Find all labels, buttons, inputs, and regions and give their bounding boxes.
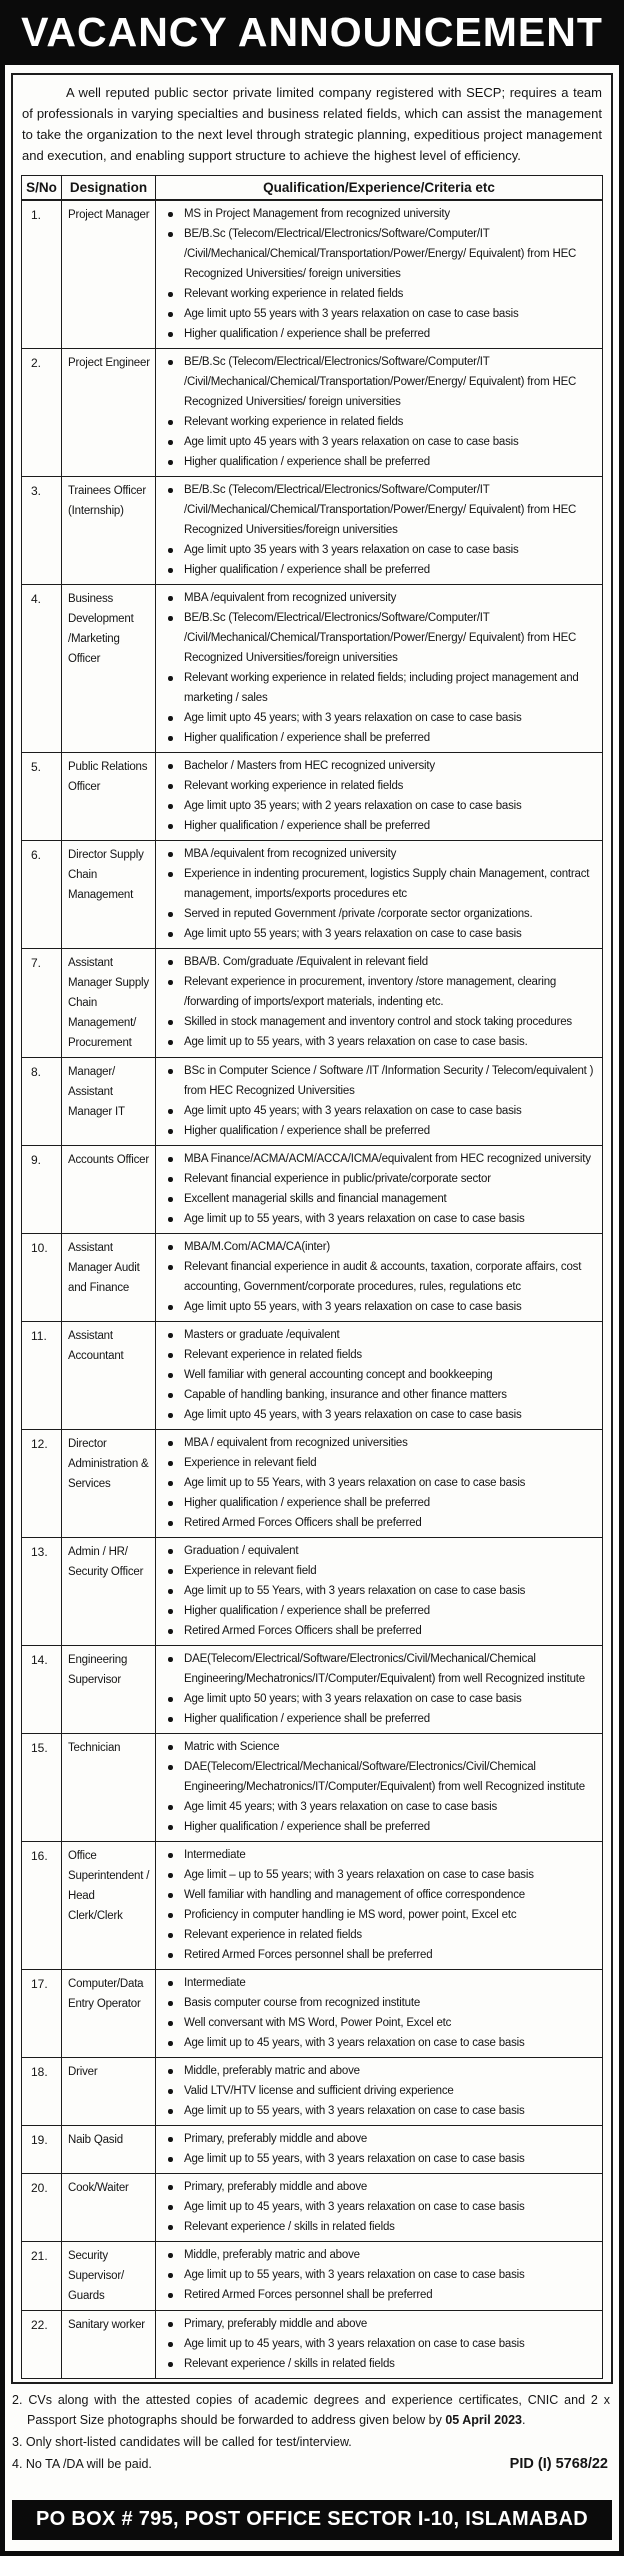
criteria-cell (156, 2242, 603, 2311)
designation-cell: Project Engineer (62, 349, 156, 477)
designation-cell: Director Administration & Services (62, 1430, 156, 1538)
criteria-item: DAE(Telecom/Electrical/Software/Electronics/Civil/Mechanical/Chemical Engineering/Mechatronics/IT/Computer/Equivalent) from well Recognized institute (156, 1649, 599, 1689)
criteria-cell (156, 1430, 603, 1538)
designation-cell: Technician (62, 1734, 156, 1842)
criteria-list (156, 1649, 599, 1729)
sno-cell: 12. (22, 1430, 62, 1538)
criteria-cell (156, 2311, 603, 2379)
criteria-item: Age limit up to 45 years, with 3 years relaxation on case to case basis (156, 2033, 599, 2053)
table-row (22, 2311, 603, 2379)
designation-cell: Computer/Data Entry Operator (62, 1970, 156, 2058)
criteria-item: Age limit up to 45 years, with 3 years relaxation on case to case basis (156, 2334, 599, 2354)
designation-cell: Public Relations Officer (62, 753, 156, 841)
designation-cell: Assistant Accountant (62, 1322, 156, 1430)
criteria-item: Higher qualification / experience shall be preferred (156, 1601, 599, 1621)
criteria-item: Age limit upto 45 years; with 3 years relaxation on case to case basis (156, 1101, 599, 1121)
criteria-list (156, 480, 599, 580)
criteria-item: Relevant experience / skills in related fields (156, 2217, 599, 2237)
table-row (22, 1646, 603, 1734)
sno-cell: 20. (22, 2174, 62, 2242)
criteria-item: Age limit 45 years; with 3 years relaxation on case to case basis (156, 1797, 599, 1817)
designation-cell: Assistant Manager Audit and Finance (62, 1234, 156, 1322)
designation-cell: Office Superintendent / Head Clerk/Clerk (62, 1842, 156, 1970)
criteria-item: Primary, preferably middle and above (156, 2314, 599, 2334)
criteria-item: Relevant working experience in related fields (156, 412, 599, 432)
intro-paragraph: A well reputed public sector private limited company registered with SECP; requires a team of professionals in varying specialties and business related fields, which can assist the management to take the organization to the next level through strategic planning, expeditious project management and execution, and enabling support structure to achieve the highest level of efficiency. (22, 85, 602, 164)
address-bar (12, 2500, 612, 2540)
table-row (22, 841, 603, 949)
criteria-item: Retired Armed Forces personnel shall be preferred (156, 1945, 599, 1965)
criteria-list (156, 1061, 599, 1141)
criteria-item: Bachelor / Masters from HEC recognized university (156, 756, 599, 776)
table-row (22, 1430, 603, 1538)
designation-cell: Project Manager (62, 200, 156, 349)
criteria-list (156, 1325, 599, 1425)
sno-cell: 2. (22, 349, 62, 477)
criteria-item: Age limit up to 55 Years, with 3 years relaxation on case to case basis (156, 1581, 599, 1601)
criteria-item: Experience in indenting procurement, logistics Supply chain Management, contract management, imports/exports procedures etc (156, 864, 599, 904)
criteria-item: Higher qualification / experience shall be preferred (156, 452, 599, 472)
designation-cell: Security Supervisor/ Guards (62, 2242, 156, 2311)
vacancies-table-header (22, 176, 603, 201)
designation-cell: Manager/ Assistant Manager IT (62, 1058, 156, 1146)
sno-cell: 13. (22, 1538, 62, 1646)
criteria-item: Primary, preferably middle and above (156, 2129, 599, 2149)
designation-cell: Sanitary worker (62, 2311, 156, 2379)
criteria-item: Age limit up to 55 years, with 3 years relaxation on case to case basis (156, 2265, 599, 2285)
criteria-cell (156, 1970, 603, 2058)
criteria-item: Higher qualification / experience shall be preferred (156, 1817, 599, 1837)
table-row (22, 477, 603, 585)
table-row (22, 349, 603, 477)
header-row (22, 176, 603, 201)
criteria-cell (156, 841, 603, 949)
sno-cell: 16. (22, 1842, 62, 1970)
criteria-item: Age limit upto 45 years, with 3 years relaxation on case to case basis (156, 1405, 599, 1425)
criteria-item: Valid LTV/HTV license and sufficient driving experience (156, 2081, 599, 2101)
criteria-list (156, 844, 599, 944)
sno-cell: 21. (22, 2242, 62, 2311)
criteria-item: Masters or graduate /equivalent (156, 1325, 599, 1345)
content-box (11, 73, 613, 2384)
table-row (22, 949, 603, 1058)
sno-cell: 5. (22, 753, 62, 841)
criteria-cell (156, 200, 603, 349)
criteria-item: Well familiar with general accounting concept and bookkeeping (156, 1365, 599, 1385)
sno-cell: 3. (22, 477, 62, 585)
designation-cell: Director Supply Chain Management (62, 841, 156, 949)
column-header-criteria: Qualification/Experience/Criteria etc (156, 176, 603, 201)
sno-cell: 7. (22, 949, 62, 1058)
designation-cell: Engineering Supervisor (62, 1646, 156, 1734)
column-header-designation: Designation (62, 176, 156, 201)
criteria-item: Relevant financial experience in audit & accounts, taxation, corporate affairs, cost accounting, Government/corporate procedures, rules, regulations etc (156, 1257, 599, 1297)
criteria-cell (156, 1734, 603, 1842)
criteria-item: MBA / equivalent from recognized universities (156, 1433, 599, 1453)
note: 2. CVs along with the attested copies of academic degrees and experience certificates, CNIC and 2 x Passport Size photographs should be forwarded to address given below by 05 April 2023. (12, 2393, 611, 2428)
criteria-list (156, 1845, 599, 1965)
last-note-row (12, 2454, 610, 2474)
table-row (22, 1322, 603, 1430)
criteria-item: Primary, preferably middle and above (156, 2177, 599, 2197)
criteria-item: Age limit upto 45 years with 3 years relaxation on case to case basis (156, 432, 599, 452)
criteria-item: Higher qualification / experience shall be preferred (156, 1493, 599, 1513)
sno-cell: 4. (22, 585, 62, 753)
table-row (22, 1970, 603, 2058)
criteria-list (156, 2129, 599, 2169)
table-row (22, 585, 603, 753)
spacer (5, 2474, 619, 2491)
designation-cell: Accounts Officer (62, 1146, 156, 1234)
criteria-item: MBA Finance/ACMA/ACM/ACCA/ICMA/equivalent from HEC recognized university (156, 1149, 599, 1169)
criteria-item: Retired Armed Forces Officers shall be preferred (156, 1513, 599, 1533)
table-row (22, 2174, 603, 2242)
criteria-item: Graduation / equivalent (156, 1541, 599, 1561)
criteria-list (156, 204, 599, 344)
criteria-cell (156, 2174, 603, 2242)
criteria-list (156, 588, 599, 748)
criteria-cell (156, 1842, 603, 1970)
criteria-item: Capable of handling banking, insurance and other finance matters (156, 1385, 599, 1405)
criteria-item: Excellent managerial skills and financial management (156, 1189, 599, 1209)
criteria-item: Age limit up to 55 years, with 3 years relaxation on case to case basis (156, 2101, 599, 2121)
criteria-item: Age limit up to 55 years, with 3 years relaxation on case to case basis (156, 2149, 599, 2169)
table-row (22, 2126, 603, 2174)
criteria-item: Matric with Science (156, 1737, 599, 1757)
designation-cell: Naib Qasid (62, 2126, 156, 2174)
criteria-cell (156, 1538, 603, 1646)
criteria-cell (156, 1322, 603, 1430)
sno-cell: 22. (22, 2311, 62, 2379)
criteria-item: Experience in relevant field (156, 1561, 599, 1581)
note-number: 2. (12, 2393, 29, 2408)
sno-cell: 10. (22, 1234, 62, 1322)
criteria-list (156, 2061, 599, 2121)
note: 4. No TA /DA will be paid. (12, 2457, 152, 2472)
criteria-item: Experience in relevant field (156, 1453, 599, 1473)
criteria-item: Age limit upto 45 years; with 3 years relaxation on case to case basis (156, 708, 599, 728)
sno-cell: 6. (22, 841, 62, 949)
criteria-item: Age limit upto 35 years with 3 years relaxation on case to case basis (156, 540, 599, 560)
criteria-list (156, 1541, 599, 1641)
criteria-item: Relevant working experience in related fields (156, 284, 599, 304)
criteria-item: Relevant experience in procurement, inventory /store management, clearing /forwarding of imports/export materials, indenting etc. (156, 972, 599, 1012)
criteria-item: Relevant experience in related fields (156, 1345, 599, 1365)
table-row (22, 1842, 603, 1970)
sno-cell: 19. (22, 2126, 62, 2174)
criteria-item: BSc in Computer Science / Software /IT /Information Security / Telecom/equivalent ) from HEC Recognized Universities (156, 1061, 599, 1101)
criteria-item: MBA /equivalent from recognized university (156, 588, 599, 608)
criteria-item: Age limit upto 50 years; with 3 years relaxation on case to case basis (156, 1689, 599, 1709)
note-number: 4. (12, 2457, 26, 2472)
sno-cell: 8. (22, 1058, 62, 1146)
criteria-cell (156, 1058, 603, 1146)
criteria-list (156, 1433, 599, 1533)
criteria-item: Retired Armed Forces personnel shall be preferred (156, 2285, 599, 2305)
criteria-item: Relevant working experience in related fields; including project management and marketing / sales (156, 668, 599, 708)
criteria-cell (156, 2126, 603, 2174)
pid-number: PID (I) 5768/22 (509, 2456, 608, 2473)
table-row (22, 2058, 603, 2126)
designation-cell: Driver (62, 2058, 156, 2126)
criteria-item: Age limit up to 55 years, with 3 years relaxation on case to case basis (156, 1209, 599, 1229)
designation-cell: Cook/Waiter (62, 2174, 156, 2242)
criteria-list (156, 1237, 599, 1317)
criteria-cell (156, 1646, 603, 1734)
criteria-item: Age limit upto 55 years; with 3 years relaxation on case to case basis (156, 924, 599, 944)
criteria-cell (156, 1146, 603, 1234)
criteria-item: Skilled in stock management and inventory control and stock taking procedures (156, 1012, 599, 1032)
sno-cell: 15. (22, 1734, 62, 1842)
criteria-item: MBA /equivalent from recognized university (156, 844, 599, 864)
criteria-item: Age limit up to 45 years, with 3 years relaxation on case to case basis (156, 2197, 599, 2217)
vacancies-table (21, 175, 603, 2379)
criteria-item: Basis computer course from recognized institute (156, 1993, 599, 2013)
criteria-item: Well conversant with MS Word, Power Point, Excel etc (156, 2013, 599, 2033)
criteria-item: MBA/M.Com/ACMA/CA(inter) (156, 1237, 599, 1257)
sno-cell: 1. (22, 200, 62, 349)
criteria-item: Relevant experience / skills in related fields (156, 2354, 599, 2374)
criteria-item: Intermediate (156, 1973, 599, 1993)
sno-cell: 9. (22, 1146, 62, 1234)
table-row (22, 1058, 603, 1146)
criteria-item: Age limit – up to 55 years; with 3 years relaxation on case to case basis (156, 1865, 599, 1885)
criteria-item: Age limit up to 55 years, with 3 years relaxation on case to case basis. (156, 1032, 599, 1052)
page-title: VACANCY ANNOUNCEMENT (21, 9, 603, 55)
criteria-list (156, 2177, 599, 2237)
criteria-item: Intermediate (156, 1845, 599, 1865)
criteria-item: Well familiar with handling and management of office correspondence (156, 1885, 599, 1905)
criteria-item: Middle, preferably matric and above (156, 2245, 599, 2265)
criteria-item: Age limit upto 35 years; with 2 years relaxation on case to case basis (156, 796, 599, 816)
criteria-item: BE/B.Sc (Telecom/Electrical/Electronics/Software/Computer/IT /Civil/Mechanical/Chemical/Transportation/Power/Energy/ Equivalent) from HEC Recognized Universities/ foreign universities (156, 352, 599, 412)
criteria-item: Higher qualification / experience shall be preferred (156, 816, 599, 836)
sno-cell: 18. (22, 2058, 62, 2126)
table-row (22, 200, 603, 349)
criteria-item: Age limit upto 55 years with 3 years relaxation on case to case basis (156, 304, 599, 324)
sno-cell: 11. (22, 1322, 62, 1430)
designation-cell: Business Development /Marketing Officer (62, 585, 156, 753)
table-row (22, 1734, 603, 1842)
criteria-list (156, 1737, 599, 1837)
criteria-item: Higher qualification / experience shall be preferred (156, 728, 599, 748)
criteria-list (156, 952, 599, 1052)
criteria-list (156, 1973, 599, 2053)
table-row (22, 753, 603, 841)
criteria-list (156, 352, 599, 472)
criteria-cell (156, 753, 603, 841)
criteria-item: Retired Armed Forces Officers shall be preferred (156, 1621, 599, 1641)
po-box-address: PO BOX # 795, POST OFFICE SECTOR I-10, ISLAMABAD (36, 2508, 588, 2530)
criteria-item: Age limit upto 55 years, with 3 years relaxation on case to case basis (156, 1297, 599, 1317)
criteria-item: Age limit up to 55 Years, with 3 years relaxation on case to case basis (156, 1473, 599, 1493)
criteria-cell (156, 1234, 603, 1322)
criteria-item: BE/B.Sc (Telecom/Electrical/Electronics/Software/Computer/IT /Civil/Mechanical/Chemical/Transportation/Power/Energy/ Equivalent) from HEC Recognized Universities/foreign universities (156, 608, 599, 668)
criteria-cell (156, 349, 603, 477)
criteria-item: Higher qualification / experience shall be preferred (156, 324, 599, 344)
criteria-item: BBA/B. Com/graduate /Equivalent in relevant field (156, 952, 599, 972)
criteria-item: BE/B.Sc (Telecom/Electrical/Electronics/Software/Computer/IT /Civil/Mechanical/Chemical/Transportation/Power/Energy/ Equivalent) from HEC Recognized Universities/foreign universities (156, 480, 599, 540)
criteria-list (156, 2314, 599, 2374)
notes-section (12, 2390, 610, 2474)
criteria-item: DAE(Telecom/Electrical/Mechanical/Software/Electronics/Civil/Chemical Engineering/Mechatronics/IT/Computer/Equivalent) from well Recognized institute (156, 1757, 599, 1797)
table-row (22, 1146, 603, 1234)
table-row (22, 2242, 603, 2311)
vacancies-table-body (22, 200, 603, 2379)
designation-cell: Trainees Officer (Internship) (62, 477, 156, 585)
table-row (22, 1538, 603, 1646)
designation-cell: Assistant Manager Supply Chain Management/ Procurement (62, 949, 156, 1058)
criteria-item: Proficiency in computer handling ie MS word, power point, Excel etc (156, 1905, 599, 1925)
criteria-item: Relevant working experience in related fields (156, 776, 599, 796)
criteria-item: Higher qualification / experience shall be preferred (156, 1121, 599, 1141)
designation-cell: Admin / HR/ Security Officer (62, 1538, 156, 1646)
note-deadline: 05 April 2023 (445, 2413, 522, 2428)
criteria-item: Relevant experience in related fields (156, 1925, 599, 1945)
criteria-cell (156, 585, 603, 753)
criteria-list (156, 1149, 599, 1229)
note-number: 3. (12, 2435, 26, 2450)
table-row (22, 1234, 603, 1322)
column-header-sno: S/No (22, 176, 62, 201)
criteria-list (156, 756, 599, 836)
title-band (5, 5, 619, 65)
criteria-cell (156, 477, 603, 585)
criteria-item: Served in reputed Government /private /corporate sector organizations. (156, 904, 599, 924)
sno-cell: 14. (22, 1646, 62, 1734)
criteria-item: MS in Project Management from recognized university (156, 204, 599, 224)
criteria-cell (156, 949, 603, 1058)
criteria-cell (156, 2058, 603, 2126)
sno-cell: 17. (22, 1970, 62, 2058)
criteria-list (156, 2245, 599, 2305)
notes-list (12, 2390, 610, 2452)
criteria-item: BE/B.Sc (Telecom/Electrical/Electronics/Software/Computer/IT /Civil/Mechanical/Chemical/Transportation/Power/Energy/ Equivalent) from HEC Recognized Universities/ foreign universities (156, 224, 599, 284)
criteria-item: Higher qualification / experience shall be preferred (156, 560, 599, 580)
note: 3. Only short-listed candidates will be called for test/interview. (12, 2435, 352, 2450)
criteria-item: Middle, preferably matric and above (156, 2061, 599, 2081)
criteria-item: Relevant financial experience in public/private/corporate sector (156, 1169, 599, 1189)
criteria-item: Higher qualification / experience shall be preferred (156, 1709, 599, 1729)
